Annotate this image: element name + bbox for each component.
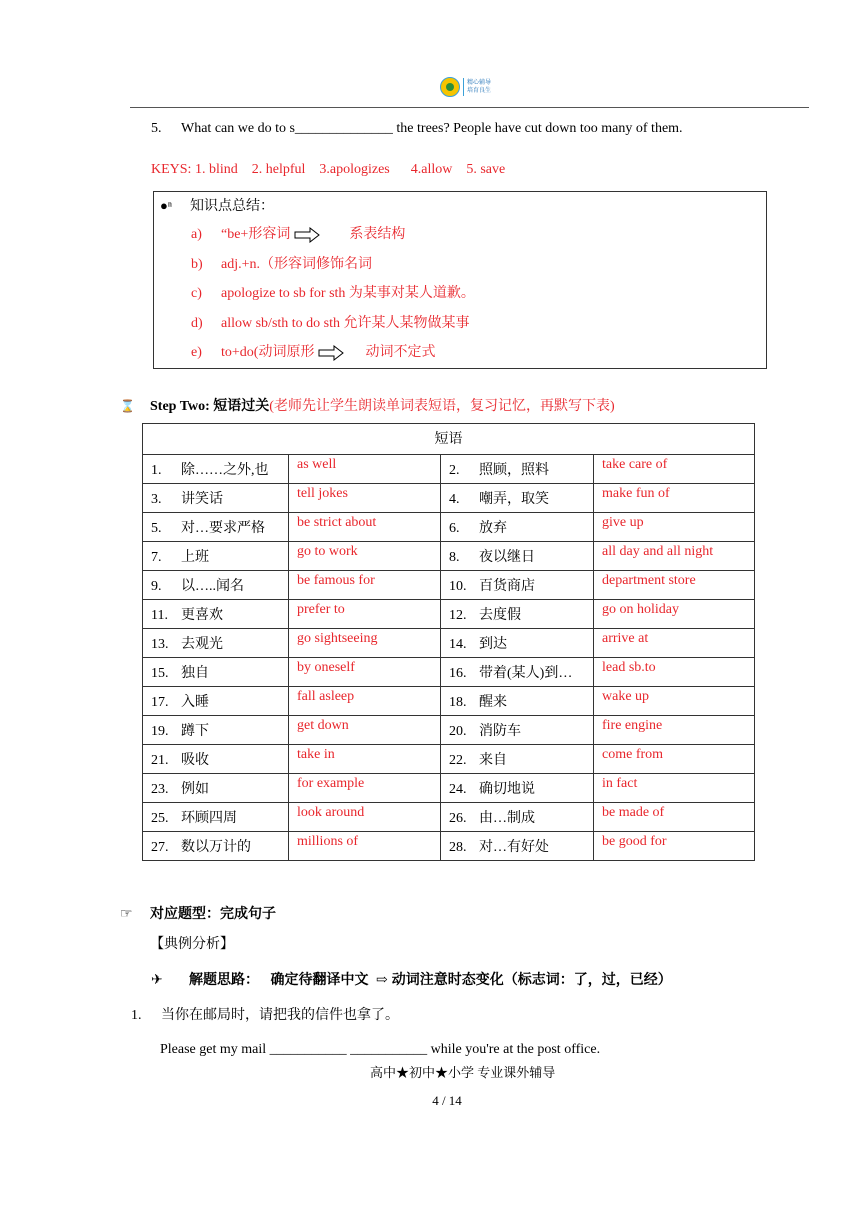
logo-text-1: 精心辅导 <box>467 79 492 86</box>
example-title: 【典例分析】 <box>150 937 234 952</box>
table-row: 9. 以…..闻名 be famous for 10. 百货商店 department store <box>143 571 755 600</box>
table-row: 21. 吸收 take in 22. 来自 come from <box>143 745 755 774</box>
table-row: 25. 环顾四周 look around 26. 由…制成 be made of <box>143 803 755 832</box>
summary-item: d) allow sb/sth to do sth 允许某人某物做某事 <box>191 316 470 331</box>
table-row: 27. 数以万计的 millions of 28. 对…有好处 be good for <box>143 832 755 861</box>
question-5 <box>151 120 683 138</box>
question-1-english: Please get my mail ___________ ___________ while you're at the post office. <box>160 1042 601 1057</box>
table-row: 7. 上班 go to work 8. 夜以继日 all day and all night <box>143 542 755 571</box>
question-number: 5. <box>151 121 162 136</box>
right-arrow-icon: ⇨ <box>376 973 388 988</box>
table-row: 15. 独自 by oneself 16. 带着(某人)到… lead sb.to <box>143 658 755 687</box>
summary-item: c) apologize to sb for sth 为某事对某人道歉。 <box>191 286 475 301</box>
logo-emblem-icon <box>440 77 460 97</box>
hourglass-icon: ⌛ <box>120 399 135 413</box>
summary-box <box>153 191 767 369</box>
airplane-icon: ✈ <box>151 973 163 988</box>
summary-title: 知识点总结： <box>190 199 274 214</box>
footer-slogan: 高中★初中★小学 专业课外辅导 <box>370 1065 556 1080</box>
summary-item: a) “be+形容词 系表结构 <box>191 227 406 242</box>
header-logo <box>440 76 500 98</box>
header-rule <box>130 107 809 108</box>
question-text: What can we do to s______________ the trees? People have cut down too many of them. <box>181 121 683 136</box>
table-row: 1. 除……之外,也 as well 2. 照顾，照料 take care of <box>143 455 755 484</box>
table-row: 11. 更喜欢 prefer to 12. 去度假 go on holiday <box>143 600 755 629</box>
pointing-hand-icon: ☞ <box>120 907 133 922</box>
page-number: 4 / 14 <box>432 1093 462 1108</box>
table-row: 13. 去观光 go sightseeing 14. 到达 arrive at <box>143 629 755 658</box>
step-two-heading: ⌛ Step Two: 短语过关(老师先让学生朗读单词表短语，复习记忆，再默写下表) <box>120 399 615 414</box>
table-row: 5. 对…要求严格 be strict about 6. 放弃 give up <box>143 513 755 542</box>
bullet-icon: ●ⁿ <box>160 198 172 213</box>
table-row: 23. 例如 for example 24. 确切地说 in fact <box>143 774 755 803</box>
table-row: 19. 蹲下 get down 20. 消防车 fire engine <box>143 716 755 745</box>
phrase-table <box>142 423 755 861</box>
answer-keys: KEYS: 1. blind 2. helpful 3.apologizes 4.allow 5. save <box>151 162 506 177</box>
table-header: 短语 <box>143 424 755 455</box>
table-row: 17. 入睡 fall asleep 18. 醒来 wake up <box>143 687 755 716</box>
question-type-heading: ☞ 对应题型：完成句子 <box>120 907 276 922</box>
double-arrow-icon <box>318 345 344 361</box>
table-row: 3. 讲笑话 tell jokes 4. 嘲弄，取笑 make fun of <box>143 484 755 513</box>
question-1-chinese: 1. 当你在邮局时，请把我的信件也拿了。 <box>131 1008 399 1023</box>
double-arrow-icon <box>294 227 320 243</box>
summary-item: b) adj.+n.（形容词修饰名词 <box>191 257 372 272</box>
solution-tip: ✈ 解题思路： 确定待翻译中文 ⇨ 动词注意时态变化（标志词：了，过，已经） <box>151 973 672 988</box>
summary-item: e) to+do(动词原形 动词不定式 <box>191 345 436 360</box>
logo-text-2: 培育良生 <box>467 87 492 94</box>
